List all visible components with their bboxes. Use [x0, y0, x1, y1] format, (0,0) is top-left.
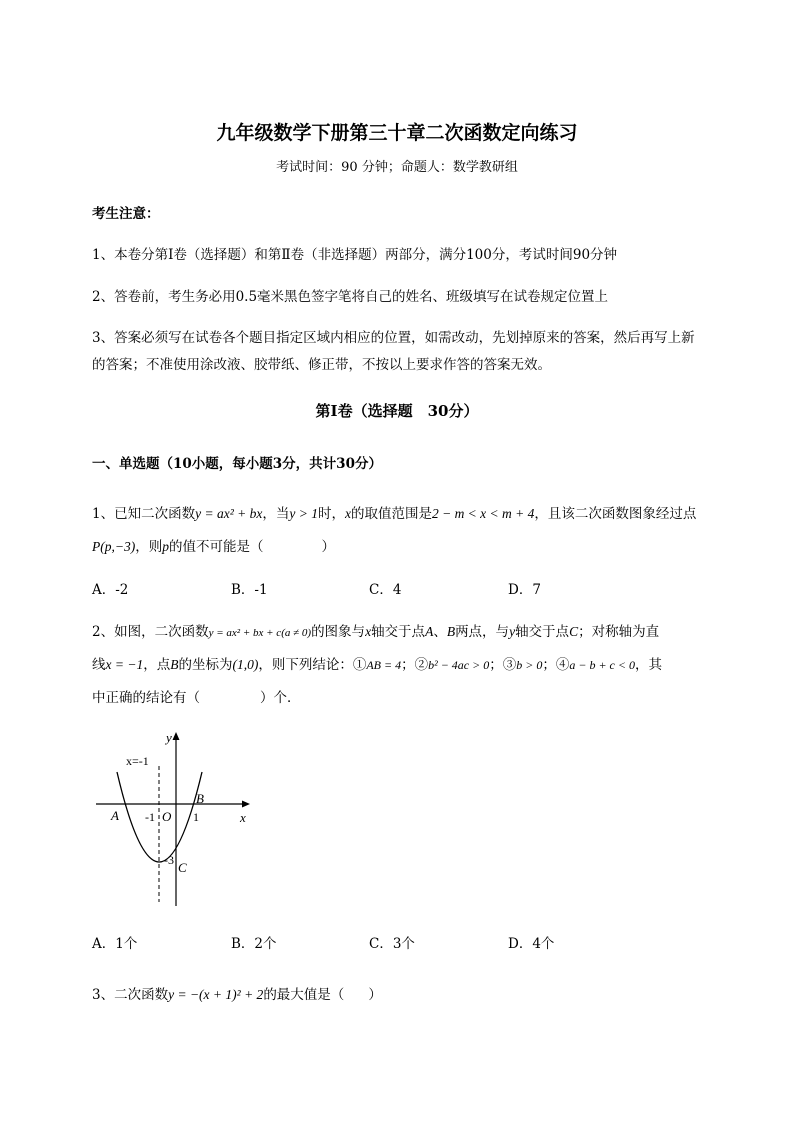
q2-text: 的图象与 [311, 624, 366, 640]
q1-text: 1、已知二次函数 [92, 506, 196, 522]
q2-text: ；② [401, 657, 429, 673]
q2-var-y: y [509, 624, 516, 639]
q2-text: ）个． [260, 690, 301, 706]
q1-condition: y > 1 [289, 506, 318, 521]
q1-text: ，当 [262, 506, 290, 522]
q2-text: 的坐标为 [178, 657, 233, 673]
q1-text: 的取值范围是 [350, 506, 432, 522]
exam-info: 考试时间：90 分钟；命题人：数学教研组 [276, 160, 518, 175]
q2-text: ，点 [143, 657, 171, 673]
notice-item-1: 1、本卷分第Ⅰ卷（选择题）和第Ⅱ卷（非选择题）两部分，满分100分，考试时间90分钟 [92, 247, 618, 263]
q1-range: 2 − m < x < m + 4 [431, 506, 535, 521]
q2-conclusion-4: a − b + c < 0 [569, 658, 635, 672]
y-axis-arrow [173, 732, 180, 740]
question-1-line-2 [92, 535, 335, 555]
point-a-label: A [111, 808, 119, 823]
q2-text: 两点，与 [455, 624, 510, 640]
q1-text: 时， [317, 506, 345, 522]
q2-conclusion-2: b² − 4ac > 0 [428, 658, 490, 672]
q3-function: y = −(x + 1)² + 2 [168, 987, 264, 1002]
q2-text: ；④ [542, 657, 570, 673]
q1-option-d[interactable]: D．7 [508, 582, 541, 598]
x-axis-arrow [242, 801, 250, 808]
tick-label-neg-1: -1 [145, 810, 155, 824]
q1-text: ，且该二次函数图象经过点 [534, 506, 697, 522]
q2-coord: (1,0) [232, 657, 259, 672]
q3-text: 的最大值是（ [263, 987, 345, 1003]
question-1-line-1 [92, 502, 696, 522]
q1-text: ） [321, 539, 335, 555]
notice-heading: 考生注意： [92, 206, 160, 222]
q2-axis: x = −1 [105, 657, 144, 672]
origin-label: O [162, 809, 172, 824]
q2-text: ；对称轴为直 [578, 624, 660, 640]
notice-item-3: 3、答案必须写在试卷各个题目指定区域内相应的位置，如需改动，先划掉原来的答案，然后再写上新 [92, 330, 695, 346]
q3-text: 3、二次函数 [92, 987, 169, 1003]
q2-text: ，其 [634, 657, 662, 673]
q3-text: ） [368, 987, 382, 1003]
q1-option-a[interactable]: A．-2 [92, 582, 129, 598]
q1-var-x: x [344, 506, 351, 521]
tick-label-neg-3: -3 [164, 853, 174, 867]
part-heading: 一、单选题（10小题，每小题3分，共计30分） [92, 456, 382, 472]
q2-text: 中正确的结论有（ [92, 690, 200, 706]
q2-var-x: x [365, 624, 372, 639]
q2-text: 轴交于点 [515, 624, 570, 640]
question-3-line-1 [92, 983, 382, 1003]
question-2-line-1 [92, 620, 659, 640]
q2-text: ，则下列结论：① [258, 657, 367, 673]
q2-text: 2、如图，二次函数 [92, 624, 209, 640]
q2-function: y = ax² + bx + c(a ≠ 0) [208, 627, 312, 639]
point-c-label: C [178, 860, 187, 875]
q2-option-d[interactable]: D．4个 [508, 936, 555, 952]
x-axis-label: x [240, 810, 246, 825]
q1-option-b[interactable]: B．-1 [231, 582, 268, 598]
section-title: 第Ⅰ卷（选择题 30分） [315, 402, 479, 420]
q1-function: y = ax² + bx [195, 506, 263, 521]
q2-text: 、 [433, 624, 447, 640]
notice-item-3-continued: 的答案；不准使用涂改液、胶带纸、修正带，不按以上要求作答的答案无效。 [92, 357, 551, 373]
q1-option-c[interactable]: C．4 [369, 582, 402, 598]
q2-point-b: B [170, 657, 179, 672]
q1-text: ，则 [135, 539, 163, 555]
q2-point-a: A [425, 624, 434, 639]
q2-option-a[interactable]: A．1个 [92, 936, 138, 952]
symmetry-axis-label: x=-1 [126, 754, 149, 768]
y-axis-label: y [166, 730, 172, 745]
page-title: 九年级数学下册第三十章二次函数定向练习 [216, 122, 578, 144]
tick-label-1: 1 [193, 810, 199, 824]
q2-option-c[interactable]: C．3个 [369, 936, 415, 952]
q2-text: 轴交于点 [371, 624, 426, 640]
q2-point-c: C [569, 624, 579, 639]
parabola-graph [92, 728, 262, 910]
q1-text: 的值不可能是（ [168, 539, 264, 555]
q1-var-p: p [162, 539, 169, 554]
question-2-line-2 [92, 653, 662, 673]
q1-point: P(p,−3) [92, 539, 136, 554]
q2-option-b[interactable]: B．2个 [231, 936, 277, 952]
point-b-label: B [196, 791, 204, 806]
q2-text: ；③ [489, 657, 517, 673]
question-2-line-3 [92, 686, 301, 706]
q2-conclusion-1: AB = 4 [366, 658, 402, 672]
q2-point-b: B [446, 624, 456, 639]
q2-conclusion-3: b > 0 [516, 658, 543, 672]
q2-text: 线 [92, 657, 106, 673]
notice-item-2: 2、答卷前，考生务必用0.5毫米黑色签字笔将自己的姓名、班级填写在试卷规定位置上 [92, 289, 609, 305]
